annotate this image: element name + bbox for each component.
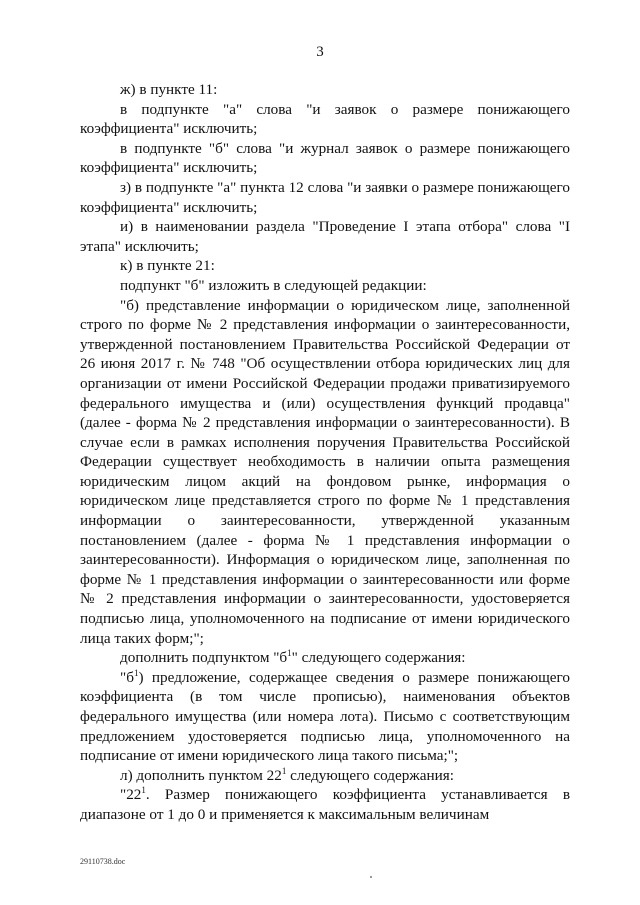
paragraph-text: и) в наименовании раздела "Проведение I этапа отбора" слова "I этапа" исключить; xyxy=(80,218,570,255)
paragraph-text: ж) в пункте 11: xyxy=(120,81,218,98)
paragraph-b-intro xyxy=(80,276,570,296)
paragraph-b1 xyxy=(80,668,570,766)
scan-dot xyxy=(370,876,372,878)
paragraph-text: подпункт "б" изложить в следующей редакции: xyxy=(120,276,427,294)
paragraph-text: "б) представление информации о юридическом лице, заполненной строго по форме № 2 представления информации о заинтересованности, утвержденной постановлением Правительства Российской Федерации от 26 июня 2017 г. № 748 "Об осуществлении отбора юридических лиц для организации от имени Российской Федерации продажи приватизируемого федерального имущества и (или) осуществления функций продавца" (далее - форма № 2 представления информации о заинтересованности). В случае если в рамках исполнения поручения Правительства Российской Федерации существует необходимость в наличии опыта размещения юридическим лицом акций на фондовом рынке, информация о юридическом лице представляется строго по форме № 1 представления информации о заинтересованности, утвержденной указанным постановлением (далее - форма № 1 представления информации о заинтересованности). Информация о юридическом лице, заполненная по форме № 1 представления информации о заинтересованности или форме № 2 представления информации о заинтересованности, удостоверяется подписью лица, уполномоченного на подписание от имени юридического лица таких форм;"; xyxy=(80,296,570,647)
paragraph-text: в подпункте "б" слова "и журнал заявок о размере понижающего коэффициента" исключить; xyxy=(80,139,570,177)
paragraph-text: дополнить подпунктом "б xyxy=(120,649,288,667)
document-body xyxy=(80,80,570,825)
paragraph-zh xyxy=(80,80,570,100)
paragraph-text: в подпункте "а" слова "и заявок о размере понижающего коэффициента" исключить; xyxy=(80,100,570,138)
paragraph-b-11 xyxy=(80,139,570,178)
paragraph-text: л) дополнить пунктом 22 xyxy=(120,766,282,784)
paragraph-text: следующего содержания: xyxy=(286,766,454,784)
paragraph-z xyxy=(80,178,570,217)
paragraph-text: з) в подпункте "а" пункта 12 слова "и заявки о размере понижающего коэффициента" исключить; xyxy=(80,178,570,216)
paragraph-text: . Размер понижающего коэффициента устанавливается в диапазоне от 1 до 0 и применяется к максимальным величинам xyxy=(80,786,570,823)
paragraph-a-11 xyxy=(80,100,570,139)
superscript: 1 xyxy=(281,765,287,776)
paragraph-i xyxy=(80,217,570,256)
paragraph-k xyxy=(80,256,570,276)
paragraph-l xyxy=(80,766,570,786)
superscript: 1 xyxy=(287,648,292,659)
paragraph-b-new xyxy=(80,296,570,649)
paragraph-22-1 xyxy=(80,785,570,824)
footer-filename: 29110738.doc xyxy=(80,857,126,866)
paragraph-text: "22 xyxy=(120,786,142,804)
paragraph-text: ) предложение, содержащее сведения о размере понижающего коэффициента (в том числе прописью), наименования объектов федерального имущества (или номера лота). Письмо с соответствующим предложением удостоверяется подписью лица, уполномоченного на подписание от имени юридического лица такого письма;"; xyxy=(80,668,570,765)
paragraph-text: " следующего содержания: xyxy=(291,649,466,667)
superscript: 1 xyxy=(133,667,139,678)
paragraph-text: "б xyxy=(120,668,134,686)
paragraph-text: к) в пункте 21: xyxy=(120,257,215,275)
superscript: 1 xyxy=(141,785,146,796)
paragraph-add-b1 xyxy=(80,648,570,668)
page-number: 3 xyxy=(316,44,324,60)
